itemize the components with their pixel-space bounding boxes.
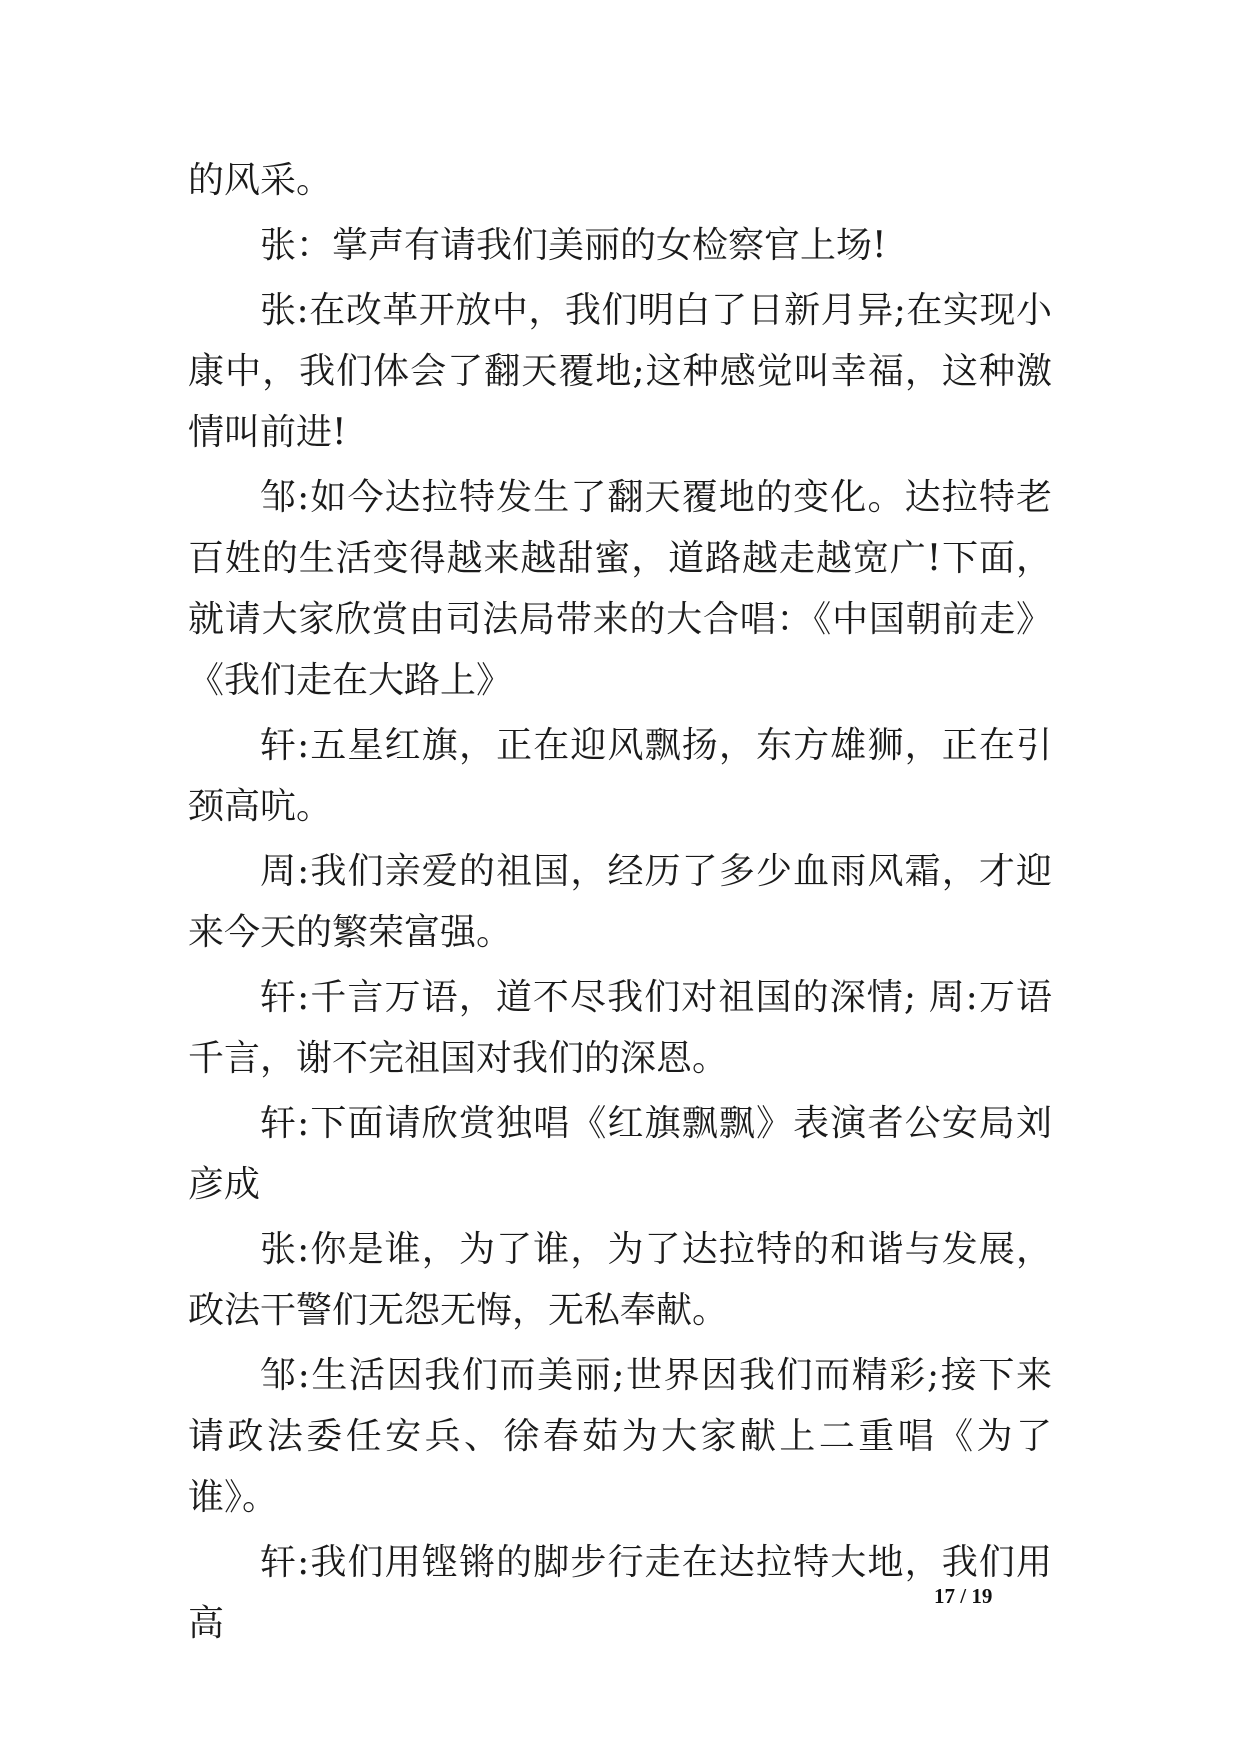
dialogue-paragraph: 张:在改革开放中，我们明白了日新月异;在实现小康中，我们体会了翻天覆地;这种感觉叫幸福，这种激情叫前进! [188, 290, 1052, 453]
dialogue-paragraph: 张：掌声有请我们美丽的女检察官上场! [260, 225, 887, 266]
page-number: 17 / 19 [934, 1584, 993, 1608]
dialogue-paragraph: 轩:五星红旗，正在迎风飘扬，东方雄狮，正在引颈高吭。 [188, 725, 1052, 827]
dialogue-paragraph: 轩:千言万语，道不尽我们对祖国的深情; 周:万语千言，谢不完祖国对我们的深恩。 [188, 977, 1052, 1079]
document-body [188, 150, 1052, 1654]
dialogue-paragraph: 轩:下面请欣赏独唱《红旗飘飘》表演者公安局刘彦成 [188, 1103, 1052, 1205]
dialogue-paragraph: 邹:如今达拉特发生了翻天覆地的变化。达拉特老百姓的生活变得越来越甜蜜，道路越走越宽广!下面，就请大家欣赏由司法局带来的大合唱：《中国朝前走》《我们走在大路上》 [188, 477, 1052, 701]
dialogue-paragraph: 邹:生活因我们而美丽;世界因我们而精彩;接下来请政法委任安兵、徐春茹为大家献上二重唱《为了谁》。 [188, 1355, 1052, 1518]
dialogue-paragraph: 周:我们亲爱的祖国，经历了多少血雨风霜，才迎来今天的繁荣富强。 [188, 851, 1052, 953]
dialogue-paragraph: 张:你是谁，为了谁，为了达拉特的和谐与发展，政法干警们无怨无悔，无私奉献。 [188, 1229, 1052, 1331]
paragraph-continuation: 的风采。 [188, 160, 333, 201]
dialogue-paragraph: 轩:我们用铿锵的脚步行走在达拉特大地，我们用高 [188, 1542, 1052, 1644]
